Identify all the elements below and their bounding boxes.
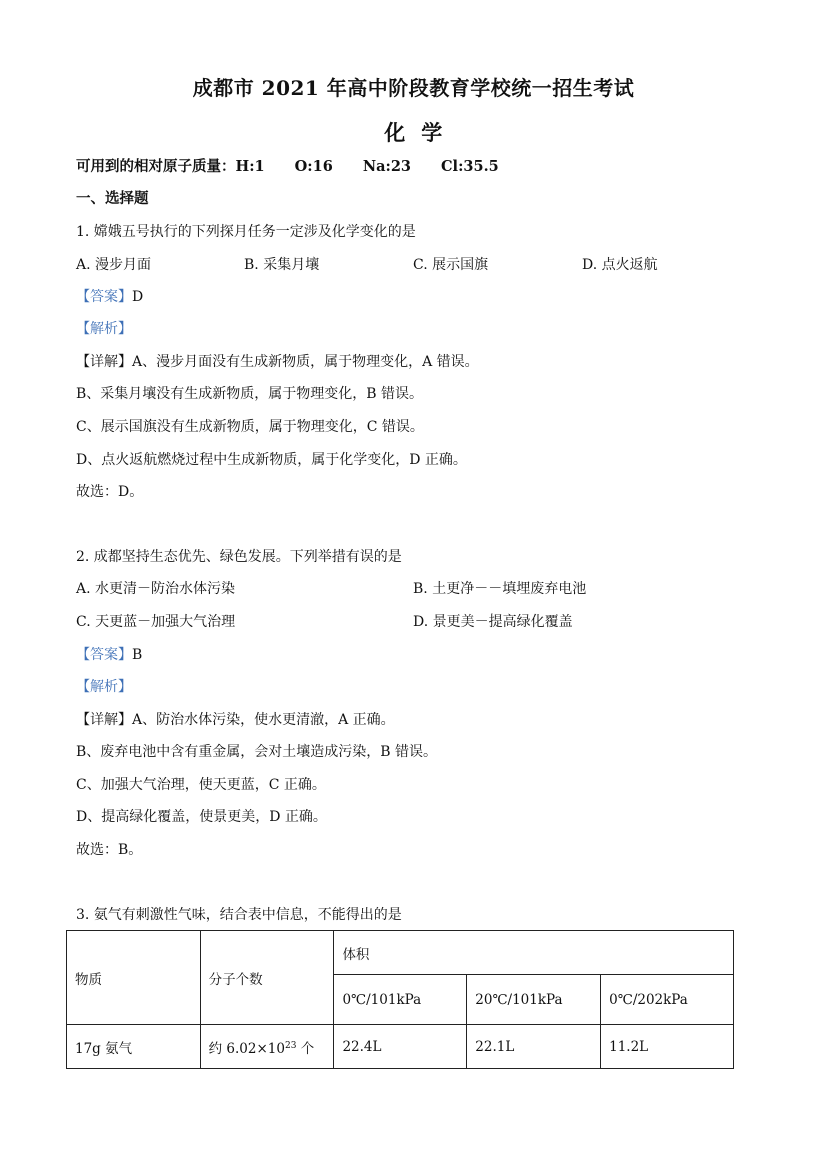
atomic-mass-na: Na:23 — [362, 158, 412, 175]
atomic-masses-label: 可用到的相对原子质量： — [76, 158, 236, 175]
q1-answer — [76, 288, 143, 306]
q1-option-a: A. 漫步月面 — [76, 257, 152, 273]
header-molecule-count: 分子个数 — [200, 931, 334, 1025]
exam-title: 成都市 2021 年高中阶段教育学校统一招生考试 — [192, 76, 635, 100]
q2-option-b: B. 土更净－－填埋废弃电池 — [413, 581, 587, 597]
q1-conclusion: 故选：D。 — [76, 484, 144, 500]
q1-analysis-tag: 【解析】 — [76, 321, 132, 337]
header-volume: 体积 — [334, 931, 734, 975]
ammonia-table — [66, 930, 734, 1069]
molecule-count-exponent: 23 — [284, 1040, 297, 1051]
atomic-mass-h: H:1 — [235, 158, 265, 175]
molecule-count-base: 约 6.02×10 — [208, 1040, 285, 1057]
q2-answer — [76, 646, 142, 664]
q2-option-c: C. 天更蓝－加强大气治理 — [76, 614, 236, 630]
molecule-count-unit: 个 — [296, 1040, 315, 1057]
cell-volume: 22.1L — [467, 1025, 601, 1069]
atomic-mass-o: O:16 — [294, 158, 333, 175]
q1-detail-line: 【详解】A、漫步月面没有生成新物质，属于物理变化，A 错误。 — [76, 354, 479, 370]
q2-detail-line: D、提高绿化覆盖，使景更美，D 正确。 — [76, 809, 327, 825]
q2-detail-line: C、加强大气治理，使天更蓝，C 正确。 — [76, 777, 326, 793]
subject-title: 化 学 — [384, 120, 443, 145]
q1-answer-value: D — [132, 289, 144, 305]
q2-detail-line: B、废弃电池中含有重金属，会对土壤造成污染，B 错误。 — [76, 744, 438, 760]
q1-detail-line: D、点火返航燃烧过程中生成新物质，属于化学变化，D 正确。 — [76, 452, 467, 468]
q2-answer-tag: 【答案】 — [76, 647, 132, 663]
condition-cell: 20℃/101kPa — [467, 975, 601, 1025]
q1-option-c: C. 展示国旗 — [413, 257, 489, 273]
cell-substance: 17g 氨气 — [67, 1025, 201, 1069]
condition-cell: 0℃/101kPa — [334, 975, 467, 1025]
q2-answer-value: B — [132, 647, 143, 663]
q1-option-d: D. 点火返航 — [582, 257, 658, 273]
condition-cell: 0℃/202kPa — [601, 975, 734, 1025]
q2-stem: 2. 成都坚持生态优先、绿色发展。下列举措有误的是 — [76, 549, 402, 565]
q2-detail-line: 【详解】A、防治水体污染，使水更清澈，A 正确。 — [76, 712, 395, 728]
cell-volume: 22.4L — [334, 1025, 467, 1069]
table-row — [67, 1025, 734, 1069]
atomic-masses — [76, 158, 499, 176]
q2-option-d: D. 景更美－提高绿化覆盖 — [413, 614, 573, 630]
atomic-mass-cl: Cl:35.5 — [441, 158, 499, 175]
q2-analysis-tag: 【解析】 — [76, 679, 132, 695]
q2-option-a: A. 水更清－防治水体污染 — [76, 581, 236, 597]
cell-volume: 11.2L — [601, 1025, 734, 1069]
cell-molecule-count — [200, 1025, 334, 1069]
q1-detail-line: C、展示国旗没有生成新物质，属于物理变化，C 错误。 — [76, 419, 424, 435]
q1-stem: 1. 嫦娥五号执行的下列探月任务一定涉及化学变化的是 — [76, 224, 416, 240]
q3-stem: 3. 氨气有刺激性气味，结合表中信息，不能得出的是 — [76, 907, 402, 923]
section-heading: 一、选择题 — [76, 190, 149, 207]
q1-option-b: B. 采集月壤 — [244, 257, 320, 273]
q1-detail-line: B、采集月壤没有生成新物质，属于物理变化，B 错误。 — [76, 386, 424, 402]
table-header-row — [67, 931, 734, 975]
q1-answer-tag: 【答案】 — [76, 289, 132, 305]
q2-conclusion: 故选：B。 — [76, 842, 143, 858]
header-substance: 物质 — [67, 931, 201, 1025]
